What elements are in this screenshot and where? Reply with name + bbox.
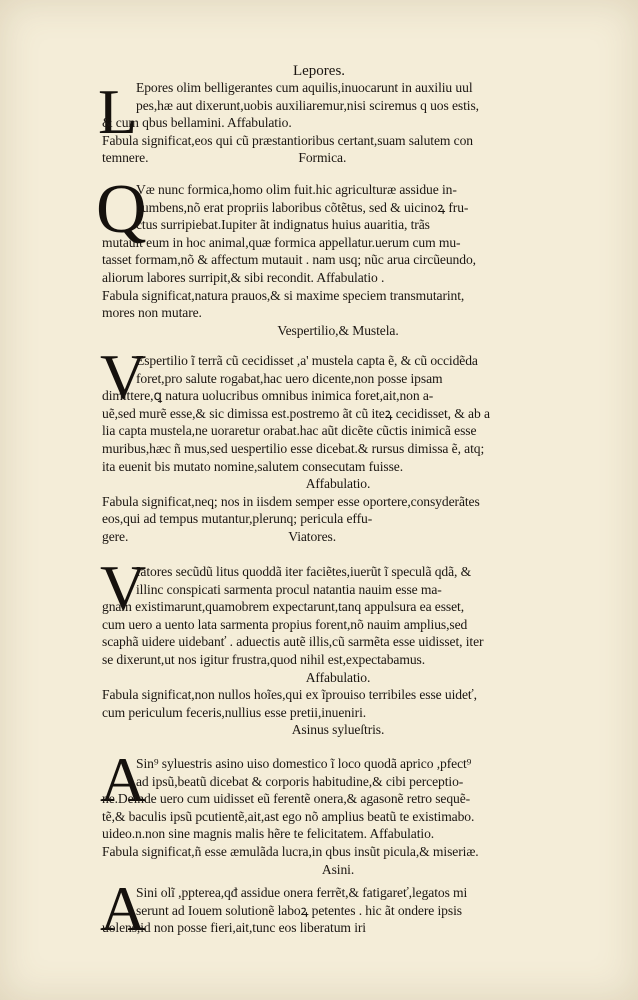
text-line: Fabula significat,eos qui cũ præstantioribus certant,suam salutem con: [102, 132, 473, 148]
fable-text: [102, 563, 574, 739]
text-line: Fabula significat,ñ esse æmulãda lucra,in qbus insũt picula,& miseriæ.: [102, 843, 479, 859]
text-line: Espertilio ĩ terrã cũ cecidisset ,a' mustela capta ẽ, & cũ occidẽda: [136, 353, 478, 368]
text-line: dimittere,ꝗ natura uolucribus omnibus inimica foret,ait,non a-: [102, 388, 434, 404]
text-line: Epores olim belligerantes cum aquilis,inuocarunt in auxiliu uul: [136, 80, 473, 95]
text-line-with-title: [102, 149, 574, 167]
text-line: ita euenit bis mutato nomine,salutem consecutam fuisse.: [102, 458, 404, 474]
text-line: & cum qbus bellamini. Affabulatio.: [102, 115, 292, 131]
text-line: ctus surripiebat.Iupiter ãt indignatus huius auaritia, trãs: [136, 217, 430, 233]
fable-text: [102, 181, 574, 339]
text-line: mores non mutare.: [102, 305, 202, 321]
drop-capital: Q: [96, 171, 147, 248]
fable-text: [102, 884, 574, 937]
fable-title: Asinus sylueſtris.: [291, 722, 385, 738]
text-line: eos,qui ad tempus mutantur,plerunq; pericula effu-: [102, 511, 373, 527]
text-line: se dixerunt,ut nos igitur frustra,quod nihil est,expectabamus.: [102, 651, 426, 667]
text-line: cumbens,nõ erat propriis laboribus cõtẽtus, sed & uicinoꝝ fru-: [136, 199, 469, 215]
text-line: ne.Deinde uero cum uidisset eũ ferentẽ onera,& agasonẽ retro sequẽ-: [102, 791, 471, 807]
text-line: aliorum labores surripit,& sibi recondit. Affabulatio .: [102, 269, 385, 285]
text-line: uẽ,sed murẽ esse,& sic dimissa est.postremo ãt cũ iteꝝ cecidisset, & ab a: [102, 405, 490, 421]
affabulatio-label: Affabulatio.: [305, 476, 371, 492]
drop-capital: A: [100, 873, 147, 944]
text-line: uideo.n.non sine magnis malis hẽre te felicitatem. Affabulatio.: [102, 826, 435, 842]
text-line: Iatores secũdũ litus quoddã iter faciẽtes,iuerũt ĩ speculã qdã, &: [136, 564, 472, 579]
text-line: gnam existimarunt,quamobrem expectarunt,tanq appulsura ea esset,: [102, 599, 465, 615]
text-line: Sin⁹ syluestris asino uiso domestico ĩ loco quodã aprico ,pfect⁹: [136, 756, 472, 771]
text-line-with-title: [102, 528, 574, 546]
drop-capital: L: [98, 76, 138, 147]
text-line: gere.: [102, 528, 129, 544]
text-line: tasset formam,nõ & affectum mutauit . nam usq; nũc arua circũeundo,: [102, 252, 476, 268]
text-line: cum periculum feceris,nullius esse pretii,inueniri.: [102, 704, 367, 720]
fable-text: [102, 352, 574, 546]
fable-title: Formica.: [298, 150, 347, 166]
drop-capital: A: [100, 744, 147, 815]
text-line: Fabula significat,non nullos hoĩes,qui ex ĩprouiso terribiles esse uideť,: [102, 687, 477, 703]
fable-text: [102, 79, 574, 167]
text-line: ad ipsũ,beatũ dicebat & corporis habitudine,& cibi perceptio-: [136, 773, 464, 789]
fable-title: Vespertilio,& Mustela.: [277, 322, 399, 338]
text-line: Fabula significat,natura prauos,& si maxime speciem transmutarint,: [102, 287, 465, 303]
text-line: muribus,hæc ñ mus,sed uespertilio esse dicebat.& rursus dimissa ẽ, atq;: [102, 440, 485, 456]
fable-title: Asini.: [321, 861, 355, 877]
text-line: foret,pro salute rogabat,hac uero dicente,non posse ipsam: [136, 370, 443, 386]
text-line: tẽ,& baculis ipsũ pcutientẽ,ait,ast ego nõ amplius beatũ te existimabo.: [102, 808, 475, 824]
drop-capital: V: [100, 552, 147, 623]
text-line: illinc conspicati sarmenta procul natantia nauim esse ma-: [136, 581, 442, 597]
text-line: temnere.: [102, 150, 149, 166]
text-line: lia capta mustela,ne uoraretur orabat.hac aũt dicẽte cũctis inimicã esse: [102, 423, 477, 439]
affabulatio-label: Affabulatio.: [305, 669, 371, 685]
drop-capital: V: [100, 341, 147, 412]
fable-text: [102, 755, 574, 878]
text-line: pes,hæ aut dixerunt,uobis auxiliaremur,nisi sciremus q uos estis,: [136, 97, 479, 113]
text-line: serunt ad Iouem solutionẽ laboꝝ petentes . hic ãt ondere ipsis: [136, 902, 462, 918]
text-line: uolens,id non posse fieri,ait,tunc eos liberatum iri: [102, 920, 366, 936]
text-line: Fabula significat,neq; nos in iisdem semper esse oportere,consyderãtes: [102, 493, 480, 509]
fable-title: Viatores.: [288, 528, 337, 544]
text-line: scaphã uidere uidebanť . aduectis autẽ illis,cũ sarmẽta esse uidisset, iter: [102, 634, 484, 650]
text-line: cum uero a uento lata sarmenta propius forent,nõ nauim amplius,sed: [102, 616, 468, 632]
page-header: Lepores.: [292, 63, 346, 79]
text-line: mutauit eum in hoc animal,quæ formica appellatur.uerum cum mu-: [102, 234, 461, 250]
text-line: Sini olĩ ,ppterea,qđ assidue onera ferrẽt,& fatigareť,legatos mi: [136, 885, 468, 900]
text-line: Væ nunc formica,homo olim fuit.hic agriculturæ assidue in-: [136, 182, 457, 197]
